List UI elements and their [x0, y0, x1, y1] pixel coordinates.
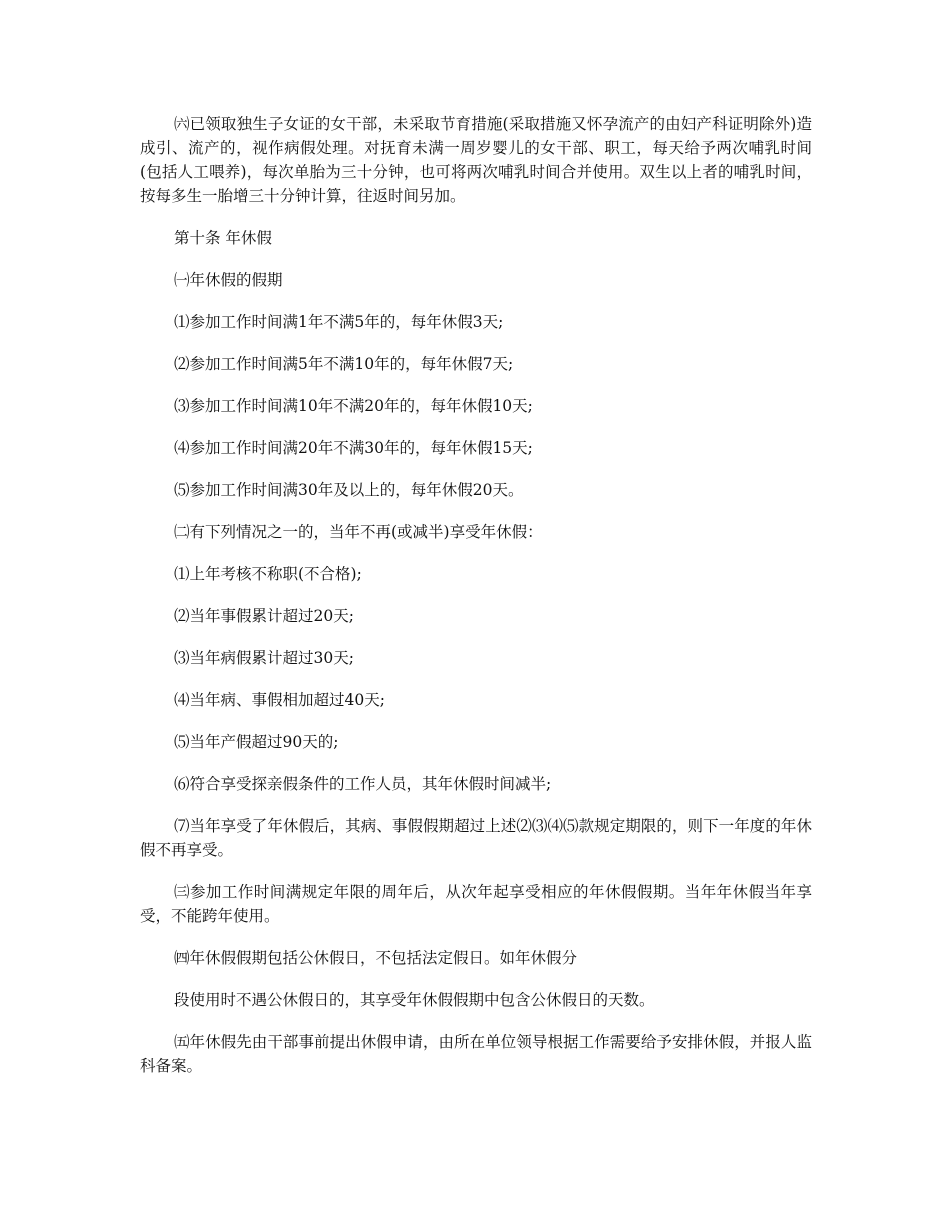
paragraph-continuation: 段使用时不遇公休假日的，其享受年休假假期中包含公休假日的天数。 [174, 991, 655, 1009]
list-item: ⑶当年病假累计超过30天; [174, 649, 354, 667]
list-item: ⑴参加工作时间满1年不满5年的，每年休假3天; [174, 313, 504, 331]
list-item: ⑺当年享受了年休假后，其病、事假假期超过上述⑵⑶⑷⑸款规定期限的，则下一年度的年休假不再享受。 [140, 817, 812, 859]
list-item: ⑴上年考核不称职(不合格); [174, 565, 362, 583]
list-item: ⑷参加工作时间满20年不满30年的，每年休假15天; [174, 439, 533, 457]
section-leave-application: ㈤年休假先由干部事前提出休假申请，由所在单位领导根据工作需要给予安排休假，并报人监科备案。 [140, 1033, 812, 1075]
list-item: ⑸当年产假超过90天的; [174, 733, 339, 751]
section-leave-start: ㈢参加工作时间满规定年限的周年后，从次年起享受相应的年休假假期。当年年休假当年享受，不能跨年使用。 [140, 883, 812, 925]
section-leave-includes-weekends: ㈣年休假假期包括公休假日，不包括法定假日。如年休假分 [174, 949, 578, 967]
article-ten-heading: 第十条 年休假 [174, 229, 272, 247]
list-item: ⑵当年事假累计超过20天; [174, 607, 354, 625]
paragraph-maternity-leave: ㈥已领取独生子女证的女干部，未采取节育措施(采取措施又怀孕流产的由妇产科证明除外)造成引、流产的，视作病假处理。对抚育未满一周岁婴儿的女干部、职工，每天给予两次哺乳时间(包括人工喂养)，每次单胎为三十分钟，也可将两次哺乳时间合并使用。双生以上者的哺乳时间，按每多生一胎增三十分钟计算，往返时间另加。 [140, 115, 812, 205]
list-item: ⑸参加工作时间满30年及以上的，每年休假20天。 [174, 481, 524, 499]
section-no-annual-leave: ㈡有下列情况之一的，当年不再(或减半)享受年休假： [174, 523, 543, 541]
section-annual-leave-period: ㈠年休假的假期 [174, 271, 283, 289]
document-page [140, 112, 812, 1078]
list-item: ⑹符合享受探亲假条件的工作人员，其年休假时间减半; [174, 775, 552, 793]
list-item: ⑷当年病、事假相加超过40天; [174, 691, 385, 709]
list-item: ⑶参加工作时间满10年不满20年的，每年休假10天; [174, 397, 533, 415]
list-item: ⑵参加工作时间满5年不满10年的，每年休假7天; [174, 355, 514, 373]
